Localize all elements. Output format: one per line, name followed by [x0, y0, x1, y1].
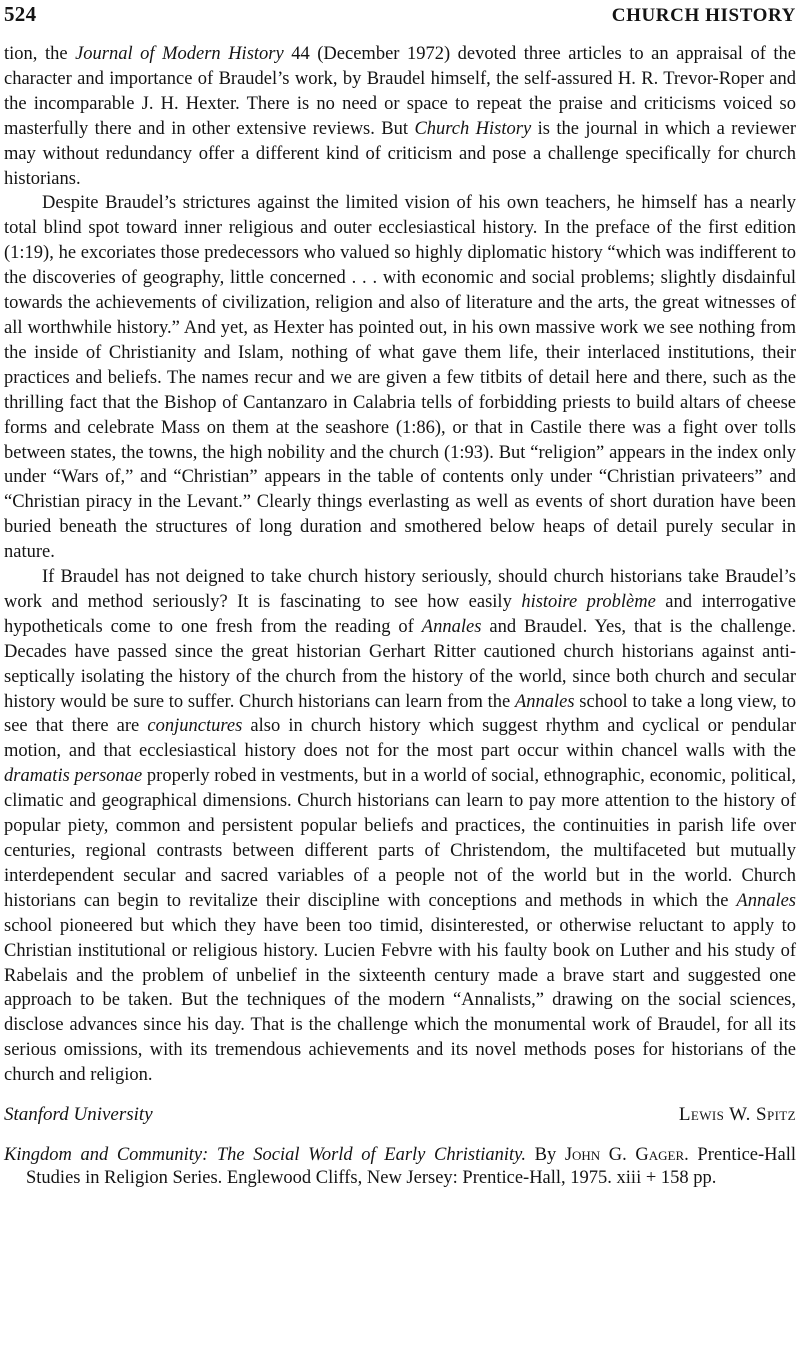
book-title: Kingdom and Community: The Social World of Early Christianity. — [4, 1145, 526, 1166]
paragraph-2: Despite Braudel’s strictures against the limited vision of his own teachers, he himself has a nearly total blind spot toward inner religious and outer ecclesiastical history. In the preface of the first edition (1:19), he excoriates those predecessors who valued so highly diplomatic history “which was indifferent to the discoveries of geography, little concerned . . . with economic and social problems; slightly disdainful towards the achievements of civilization, religion and also of literature and the arts, the great witnesses of all worthwhile history.” And yet, as Hexter has pointed out, in his own massive work we see nothing from the inside of Christianity and Islam, nothing of what gave them life, their interlaced institutions, their practices and beliefs. The names recur and we are given a few titbits of detail here and there, such as the thrilling fact that the Bishop of Cantanzaro in Calabria tells of forbidding priests to build altars of cheese forms and celebrate Mass on them at the seashore (1:86), or that in Castile there was a fight over tolls between states, the towns, the high nobility and the church (1:93). But “religion” appears in the index only under “Wars of,” and “Christian” appears in the table of contents only under “Christian privateers” and “Christian piracy in the Levant.” Clearly things everlasting as well as events of short duration have been buried beneath the structures of long duration and smothered below heaps of detail purely secular in nature. — [4, 193, 796, 563]
running-header — [4, 0, 796, 28]
paragraph-1: tion, the Journal of Modern History 44 (December 1972) devoted three articles to an appraisal of the character and importance of Braudel’s work, by Braudel himself, the self-assured H. R. Trevor-Roper and the incomparable J. H. Hexter. There is no need or space to repeat the praise and criticisms voiced so masterfully there and in other extensive reviews. But Church History is the journal in which a reviewer may without redundancy offer a different kind of criticism and pose a challenge specifically for church historians. — [4, 44, 796, 189]
book-author: John G. Gager. — [564, 1145, 689, 1166]
review-signature — [4, 1104, 796, 1130]
italic-run: Church History — [414, 118, 532, 139]
publication-details: Prentice-Hall Studies in Religion Series. Englewood Cliffs, New Jersey: Prentice-Hall, 1975. xiii + 158 pp. — [26, 1145, 797, 1188]
running-title: CHURCH HISTORY — [611, 5, 796, 26]
by-label: By — [534, 1145, 557, 1166]
italic-run: conjunctures — [147, 716, 243, 737]
italic-run: dramatis personae — [4, 766, 143, 787]
italic-run: Annales — [514, 691, 575, 712]
italic-run: Journal of Modern History — [75, 44, 284, 64]
reviewer-institution: Stanford University — [4, 1104, 153, 1126]
paragraph-3: If Braudel has not deigned to take church history seriously, should church historians take Braudel’s work and method seriously? It is fascinating to see how easily histoire problème and interrogative hypotheticals come to one fresh from the reading of Annales and Braudel. Yes, that is the challenge. Decades have passed since the great historian Gerhart Ritter cautioned church historians against antiseptically isolating the history of the church from the history of the world, since both church and secular history would be sure to suffer. Church historians can learn from the Annales school to take a long view, to see that there are conjunctures also in church history which suggest rhythm and cyclical or pendular motion, and that ecclesiastical history does not for the most part occur within chancel walls with the dramatis personae properly robed in vestments, but in a world of social, ethnographic, economic, political, climatic and geographical dimensions. Church historians can learn to pay more attention to the history of popular piety, common and persistent popular beliefs and practices, the continuities in parish life over centuries, regional contrasts between different parts of Christendom, the multifaceted but mutually interdependent secular and sacred variables of a people not of the world but in the world. Church historians can begin to revitalize their discipline with conceptions and methods in which the Annales school pioneered but which they have been too timid, disinterested, or otherwise reluctant to apply to Christian institutional or religious history. Lucien Febvre with his faulty book on Luther and his study of Rabelais and the problem of unbelief in the sixteenth century made a brave start and suggested one approach to be taken. But the techniques of the modern “Annalists,” drawing on the social sciences, disclose advances since his day. That is the challenge which the monumental work of Braudel, for all its serious omissions, with its tremendous achievements and its novel methods poses for historians of the church and religion. — [4, 567, 797, 1086]
next-review-citation — [4, 1144, 796, 1189]
italic-run: Annales — [421, 616, 482, 637]
italic-run: Annales — [736, 890, 796, 911]
italic-run: histoire problème — [521, 591, 656, 612]
page-number: 524 — [4, 2, 37, 26]
reviewer-name: Lewis W. Spitz — [678, 1104, 796, 1126]
